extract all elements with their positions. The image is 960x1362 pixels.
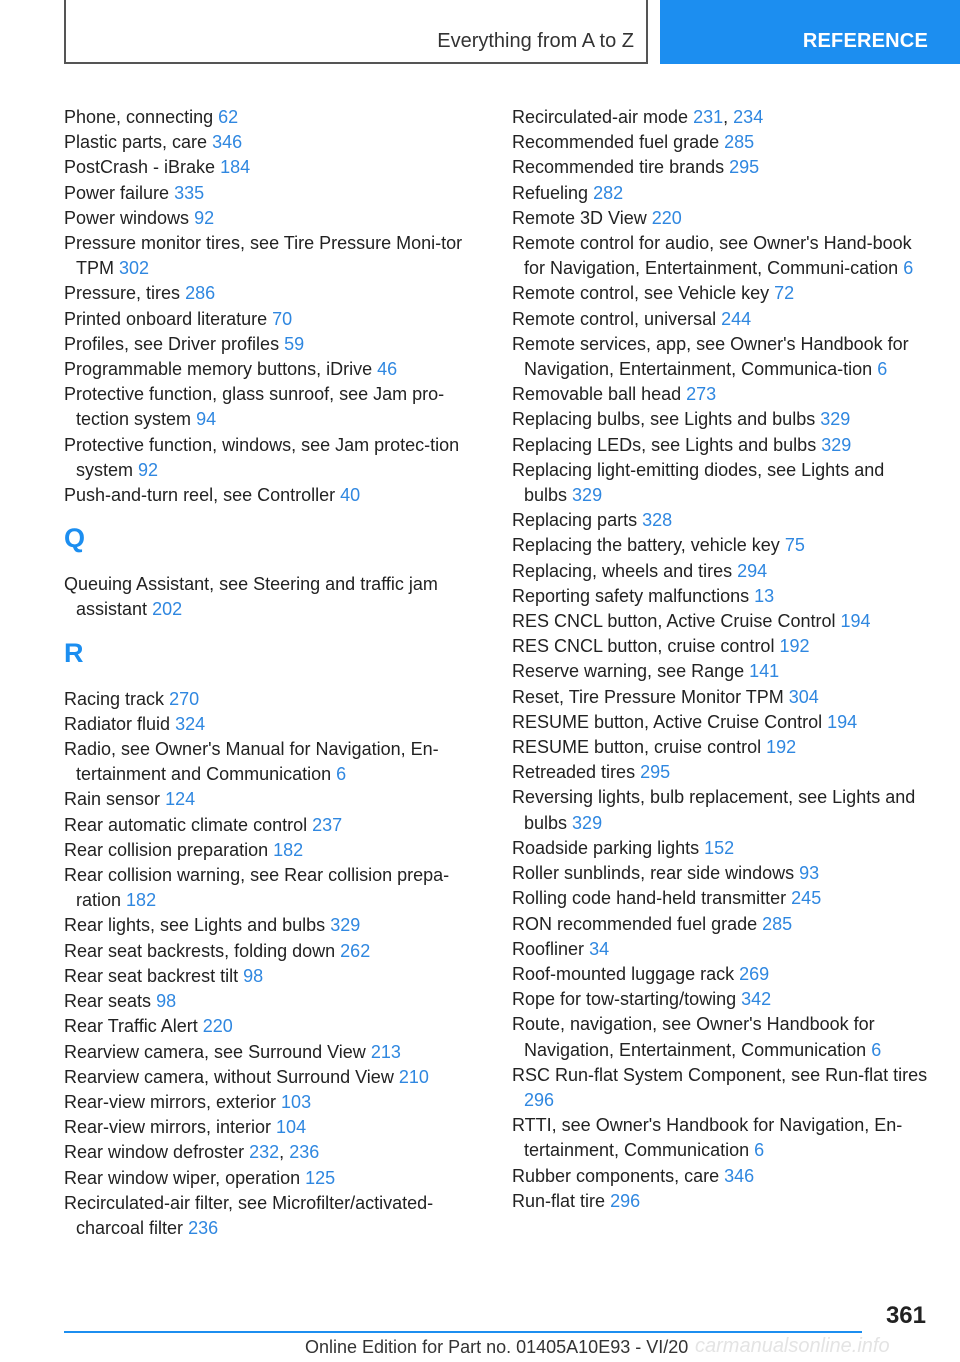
page-reference-link[interactable]: 296 bbox=[524, 1089, 555, 1110]
index-entry-text: Recirculated-air mode bbox=[512, 107, 689, 127]
index-column-right bbox=[512, 105, 932, 1214]
page-reference-link[interactable]: 304 bbox=[788, 686, 819, 707]
index-entry-text: PostCrash - iBrake bbox=[64, 157, 216, 178]
index-entry bbox=[512, 433, 932, 458]
page-reference-link[interactable]: 192 bbox=[766, 737, 797, 758]
index-entry-text: Remote control, see Vehicle key bbox=[512, 283, 770, 304]
page-reference-link[interactable]: 346 bbox=[724, 1165, 755, 1186]
page-reference-link[interactable]: 6 bbox=[871, 1039, 882, 1060]
index-entry-text: Replacing the battery, vehicle key bbox=[512, 535, 780, 556]
index-entry bbox=[512, 307, 932, 332]
index-entry-text: Removable ball head bbox=[512, 384, 682, 405]
index-entry bbox=[64, 1014, 474, 1039]
index-entry bbox=[64, 155, 474, 180]
index-entry-text: Recommended fuel grade bbox=[512, 132, 720, 153]
index-entry-text: Rearview camera, see Surround View bbox=[64, 1041, 366, 1062]
index-entry-text: Rear collision preparation bbox=[64, 839, 269, 860]
page-reference-link[interactable]: 75 bbox=[784, 535, 805, 556]
index-entry bbox=[512, 1063, 932, 1113]
index-entry bbox=[64, 332, 474, 357]
index-entry-text: Remote control, universal bbox=[512, 308, 717, 329]
index-entry bbox=[512, 609, 932, 634]
index-entry bbox=[512, 836, 932, 861]
page-reference-link[interactable]: 220 bbox=[651, 207, 682, 228]
index-entry-text: Rear-view mirrors, exterior bbox=[64, 1091, 277, 1112]
index-entry bbox=[64, 1040, 474, 1065]
index-entry bbox=[64, 206, 474, 231]
footer-divider bbox=[64, 1331, 862, 1333]
index-entry-text: Rear seats bbox=[64, 991, 152, 1012]
index-entry bbox=[64, 130, 474, 155]
page-reference-link[interactable]: 231 bbox=[693, 107, 724, 127]
page-reference-link[interactable]: 194 bbox=[840, 611, 871, 632]
index-entry-text: Remote services, app, see Owner's Handbook for Navigation, Entertainment, Communica-tion bbox=[512, 333, 909, 380]
page-reference-link[interactable]: 329 bbox=[572, 485, 603, 506]
page-reference-link[interactable]: 232 bbox=[249, 1142, 280, 1163]
index-entry bbox=[64, 307, 474, 332]
page-reference-link[interactable]: 270 bbox=[169, 688, 200, 709]
index-entry bbox=[512, 559, 932, 584]
index-entry-text: Pressure, tires bbox=[64, 283, 181, 304]
index-entry bbox=[512, 760, 932, 785]
page-reference-link[interactable]: 93 bbox=[799, 863, 820, 884]
page-reference-link[interactable]: 141 bbox=[749, 661, 780, 682]
page-reference-link[interactable]: 72 bbox=[774, 283, 795, 304]
index-entry bbox=[64, 1090, 474, 1115]
index-entry bbox=[512, 584, 932, 609]
index-entry bbox=[64, 913, 474, 938]
page-reference-link[interactable]: 285 bbox=[724, 132, 755, 153]
page-reference-link[interactable]: 236 bbox=[289, 1142, 320, 1163]
index-entry-text: Queuing Assistant, see Steering and traffic jam assistant bbox=[64, 574, 438, 620]
page-reference-link[interactable]: 282 bbox=[593, 182, 624, 203]
index-entry bbox=[64, 382, 474, 432]
index-entry bbox=[512, 407, 932, 432]
index-entry-text: Replacing light-emitting diodes, see Lights and bulbs bbox=[512, 459, 885, 506]
index-entry-text: Rain sensor bbox=[64, 789, 161, 810]
index-entry-text: Radiator fluid bbox=[64, 713, 171, 734]
index-entry: Rear window defroster 232, 236 bbox=[64, 1142, 320, 1163]
index-entry bbox=[64, 1166, 474, 1191]
page-reference-link[interactable]: 59 bbox=[284, 333, 305, 354]
index-entry-text: Roller sunblinds, rear side windows bbox=[512, 863, 795, 884]
page-reference-link[interactable]: 285 bbox=[762, 913, 793, 934]
page-reference-link[interactable]: 184 bbox=[220, 157, 251, 178]
index-entry-text: Replacing parts bbox=[512, 510, 638, 531]
page-reference-link[interactable]: 104 bbox=[276, 1117, 307, 1138]
index-entry bbox=[64, 939, 474, 964]
page-reference-link[interactable]: 294 bbox=[737, 560, 768, 581]
index-entry bbox=[64, 181, 474, 206]
index-entry-text: Rubber components, care bbox=[512, 1165, 720, 1186]
index-entry-text: RESUME button, cruise control bbox=[512, 737, 762, 758]
page-reference-link[interactable]: 236 bbox=[188, 1217, 219, 1238]
page-reference-link[interactable]: 92 bbox=[194, 207, 215, 228]
page-reference-link[interactable]: 13 bbox=[754, 585, 775, 606]
index-entry bbox=[512, 1189, 932, 1214]
index-entry-text: Power failure bbox=[64, 182, 170, 203]
index-entry bbox=[512, 785, 932, 835]
index-entry bbox=[512, 912, 932, 937]
index-entry bbox=[512, 937, 932, 962]
index-entry bbox=[512, 962, 932, 987]
index-entry bbox=[64, 357, 474, 382]
index-entry bbox=[512, 206, 932, 231]
index-entry-text: Rear seat backrests, folding down bbox=[64, 940, 336, 961]
chapter-tab bbox=[660, 0, 960, 64]
index-entry-text: Rear automatic climate control bbox=[64, 814, 308, 835]
index-entry bbox=[512, 533, 932, 558]
index-entry-text: RES CNCL button, Active Cruise Control bbox=[512, 611, 836, 632]
index-entry bbox=[64, 231, 474, 281]
index-entry bbox=[512, 382, 932, 407]
page-reference-link[interactable]: 342 bbox=[741, 989, 772, 1010]
page-reference-link[interactable]: 194 bbox=[827, 711, 858, 732]
index-entry-text: Replacing bulbs, see Lights and bulbs bbox=[512, 409, 816, 430]
index-entry-text: Pressure monitor tires, see Tire Pressure Moni-tor TPM bbox=[64, 233, 463, 279]
index-entry-text: Rear Traffic Alert bbox=[64, 1016, 198, 1037]
index-entry-text: Run-flat tire bbox=[512, 1190, 606, 1211]
index-entry-text: RESUME button, Active Cruise Control bbox=[512, 711, 823, 732]
index-entry bbox=[512, 886, 932, 911]
index-entry bbox=[512, 130, 932, 155]
index-entry bbox=[64, 737, 474, 787]
page-reference-link[interactable]: 6 bbox=[903, 258, 914, 279]
index-entry-text: RES CNCL button, cruise control bbox=[512, 636, 775, 657]
index-entry-text: RTTI, see Owner's Handbook for Navigation, En-tertainment, Communication bbox=[512, 1115, 903, 1161]
index-entry bbox=[64, 687, 474, 712]
index-entry-text: Rear window wiper, operation bbox=[64, 1167, 301, 1188]
running-header-box bbox=[64, 0, 648, 64]
index-entry bbox=[64, 483, 474, 508]
index-entry bbox=[64, 989, 474, 1014]
index-entry-text: Rope for tow-starting/towing bbox=[512, 989, 737, 1010]
index-entry-text: Reset, Tire Pressure Monitor TPM bbox=[512, 686, 784, 707]
index-entry bbox=[64, 838, 474, 863]
index-entry bbox=[512, 861, 932, 886]
index-entry bbox=[64, 281, 474, 306]
index-entry-text: Reserve warning, see Range bbox=[512, 661, 745, 682]
index-entry-text: Route, navigation, see Owner's Handbook for Navigation, Entertainment, Communication bbox=[512, 1014, 875, 1060]
index-entry bbox=[512, 332, 932, 382]
index-entry-text: Rear window defroster bbox=[64, 1142, 245, 1163]
chapter-title: REFERENCE bbox=[802, 30, 928, 52]
index-entry bbox=[512, 1113, 932, 1163]
index-entry-text: Roof-mounted luggage rack bbox=[512, 963, 735, 984]
index-entry-text: Profiles, see Driver profiles bbox=[64, 333, 280, 354]
page-reference-link[interactable]: 335 bbox=[174, 182, 205, 203]
page-reference-link[interactable]: 124 bbox=[165, 789, 196, 810]
page-number: 361 bbox=[885, 1302, 926, 1329]
page-reference-link[interactable]: 329 bbox=[821, 434, 852, 455]
index-entry bbox=[512, 659, 932, 684]
page-reference-link[interactable]: 103 bbox=[281, 1091, 312, 1112]
index-entry bbox=[512, 281, 932, 306]
index-entry-text: Phone, connecting bbox=[64, 107, 214, 127]
page-reference-link[interactable]: 328 bbox=[642, 510, 673, 531]
index-entry bbox=[512, 1164, 932, 1189]
index-entry bbox=[512, 735, 932, 760]
page-reference-link[interactable]: 210 bbox=[398, 1066, 429, 1087]
page-reference-link[interactable]: 262 bbox=[340, 940, 371, 961]
section-title: Everything from A to Z bbox=[437, 30, 634, 52]
index-entry-text: RON recommended fuel grade bbox=[512, 913, 758, 934]
page-reference-link[interactable]: 192 bbox=[779, 636, 810, 657]
index-entry-text: Replacing, wheels and tires bbox=[512, 560, 733, 581]
index-entry bbox=[512, 231, 932, 281]
index-entry bbox=[512, 1012, 932, 1062]
page-reference-link[interactable]: 234 bbox=[733, 107, 764, 127]
page-reference-link[interactable]: 329 bbox=[330, 915, 361, 936]
page-reference-link[interactable]: 70 bbox=[272, 308, 293, 329]
page-reference-link[interactable]: 295 bbox=[729, 157, 760, 178]
index-entry bbox=[64, 572, 474, 622]
index-entry-text: Protective function, glass sunroof, see Jam pro-tection system bbox=[64, 384, 445, 430]
index-entry-text: Rear seat backrest tilt bbox=[64, 965, 239, 986]
page-reference-link[interactable]: 213 bbox=[370, 1041, 401, 1062]
index-entry bbox=[512, 987, 932, 1012]
page-reference-link[interactable]: 273 bbox=[686, 384, 717, 405]
index-entry-text: Roadside parking lights bbox=[512, 837, 700, 858]
index-entry bbox=[512, 181, 932, 206]
page-reference-link[interactable]: 329 bbox=[572, 812, 603, 833]
page-reference-link[interactable]: 182 bbox=[273, 839, 304, 860]
index-entry-text: Roofliner bbox=[512, 938, 585, 959]
index-entry bbox=[64, 433, 474, 483]
index-entry-text: Push-and-turn reel, see Controller bbox=[64, 485, 336, 506]
index-entry-text: Racing track bbox=[64, 688, 165, 709]
index-entry-text: Remote 3D View bbox=[512, 207, 647, 228]
index-entry bbox=[512, 634, 932, 659]
index-entry-text: Rear collision warning, see Rear collision prepa-ration bbox=[64, 865, 450, 911]
index-letter-heading: R bbox=[64, 637, 84, 668]
index-entry-text: Power windows bbox=[64, 207, 190, 228]
index-entry bbox=[512, 685, 932, 710]
index-entry bbox=[64, 1065, 474, 1090]
page-reference-link[interactable]: 46 bbox=[377, 359, 398, 380]
index-entry-text: Rear lights, see Lights and bulbs bbox=[64, 915, 326, 936]
index-entry bbox=[512, 458, 932, 508]
index-entry-text: Refueling bbox=[512, 182, 589, 203]
page-reference-link[interactable]: 324 bbox=[175, 713, 206, 734]
page-reference-link[interactable]: 220 bbox=[202, 1016, 233, 1037]
page-reference-link[interactable]: 329 bbox=[820, 409, 851, 430]
page-reference-link[interactable]: 62 bbox=[218, 107, 239, 127]
page-reference-link[interactable]: 245 bbox=[791, 888, 822, 909]
index-entry-text: Retreaded tires bbox=[512, 762, 636, 783]
edition-note: Online Edition for Part no. 01405A10E93 - VI/20 bbox=[305, 1337, 689, 1357]
page-reference-link[interactable]: 6 bbox=[877, 359, 888, 380]
page-reference-link[interactable]: 296 bbox=[610, 1190, 641, 1211]
index-entry-text: Programmable memory buttons, iDrive bbox=[64, 359, 373, 380]
page-reference-link[interactable]: 202 bbox=[152, 599, 183, 620]
index-entry: Recirculated-air mode 231, 234 bbox=[512, 107, 764, 127]
index-entry-text: Radio, see Owner's Manual for Navigation, En-tertainment and Communication bbox=[64, 739, 439, 785]
page-reference-link[interactable]: 237 bbox=[312, 814, 343, 835]
index-entry bbox=[64, 863, 474, 913]
page-reference-link[interactable]: 98 bbox=[156, 991, 177, 1012]
page-reference-link[interactable]: 6 bbox=[754, 1140, 765, 1161]
index-entry-text: Reporting safety malfunctions bbox=[512, 585, 750, 606]
page-reference-link[interactable]: 125 bbox=[305, 1167, 336, 1188]
page-reference-link[interactable]: 152 bbox=[704, 837, 735, 858]
page-reference-link[interactable]: 182 bbox=[126, 890, 157, 911]
index-entry bbox=[64, 787, 474, 812]
index-entry-text: Remote control for audio, see Owner's Hand-book for Navigation, Entertainment, Communi-cation bbox=[512, 233, 912, 279]
index-entry-text: Protective function, windows, see Jam protec-tion system bbox=[64, 434, 460, 480]
index-entry-text: RSC Run-flat System Component, see Run-flat tires bbox=[512, 1064, 928, 1085]
page-reference-link[interactable]: 92 bbox=[138, 459, 159, 480]
page-reference-link[interactable]: 346 bbox=[212, 132, 243, 153]
index-entry-text: Plastic parts, care bbox=[64, 132, 208, 153]
page-reference-link[interactable]: 6 bbox=[336, 764, 347, 785]
watermark: carmanualsonline.info bbox=[695, 1335, 890, 1357]
index-entry-text: Reversing lights, bulb replacement, see Lights and bulbs bbox=[512, 787, 916, 833]
page-reference-link[interactable]: 34 bbox=[589, 938, 610, 959]
index-letter-heading: Q bbox=[64, 523, 86, 554]
page-reference-link[interactable]: 302 bbox=[119, 258, 150, 279]
index-entry bbox=[64, 712, 474, 737]
index-entry-text: Replacing LEDs, see Lights and bulbs bbox=[512, 434, 817, 455]
page-reference-link[interactable]: 286 bbox=[185, 283, 216, 304]
index-column-left bbox=[64, 105, 474, 1241]
page-reference-link[interactable]: 94 bbox=[196, 409, 217, 430]
page-reference-link[interactable]: 269 bbox=[739, 963, 770, 984]
index-entry bbox=[512, 710, 932, 735]
page-reference-link[interactable]: 98 bbox=[243, 965, 264, 986]
index-entry-text: Recommended tire brands bbox=[512, 157, 725, 178]
index-entry bbox=[64, 1191, 474, 1241]
index-entry-text: Recirculated-air filter, see Microfilter/activated-charcoal filter bbox=[64, 1192, 434, 1238]
index-entry bbox=[512, 508, 932, 533]
page-reference-link[interactable]: 40 bbox=[340, 485, 361, 506]
index-entry bbox=[64, 813, 474, 838]
index-entry bbox=[64, 105, 474, 130]
page-reference-link[interactable]: 244 bbox=[721, 308, 752, 329]
index-entry bbox=[512, 155, 932, 180]
index-entry-text: Rear-view mirrors, interior bbox=[64, 1117, 272, 1138]
index-entry-text: Printed onboard literature bbox=[64, 308, 268, 329]
page-reference-link[interactable]: 295 bbox=[640, 762, 671, 783]
index-entry-text: Rearview camera, without Surround View bbox=[64, 1066, 394, 1087]
index-entry bbox=[64, 964, 474, 989]
index-entry bbox=[64, 1115, 474, 1140]
index-entry-text: Rolling code hand-held transmitter bbox=[512, 888, 787, 909]
